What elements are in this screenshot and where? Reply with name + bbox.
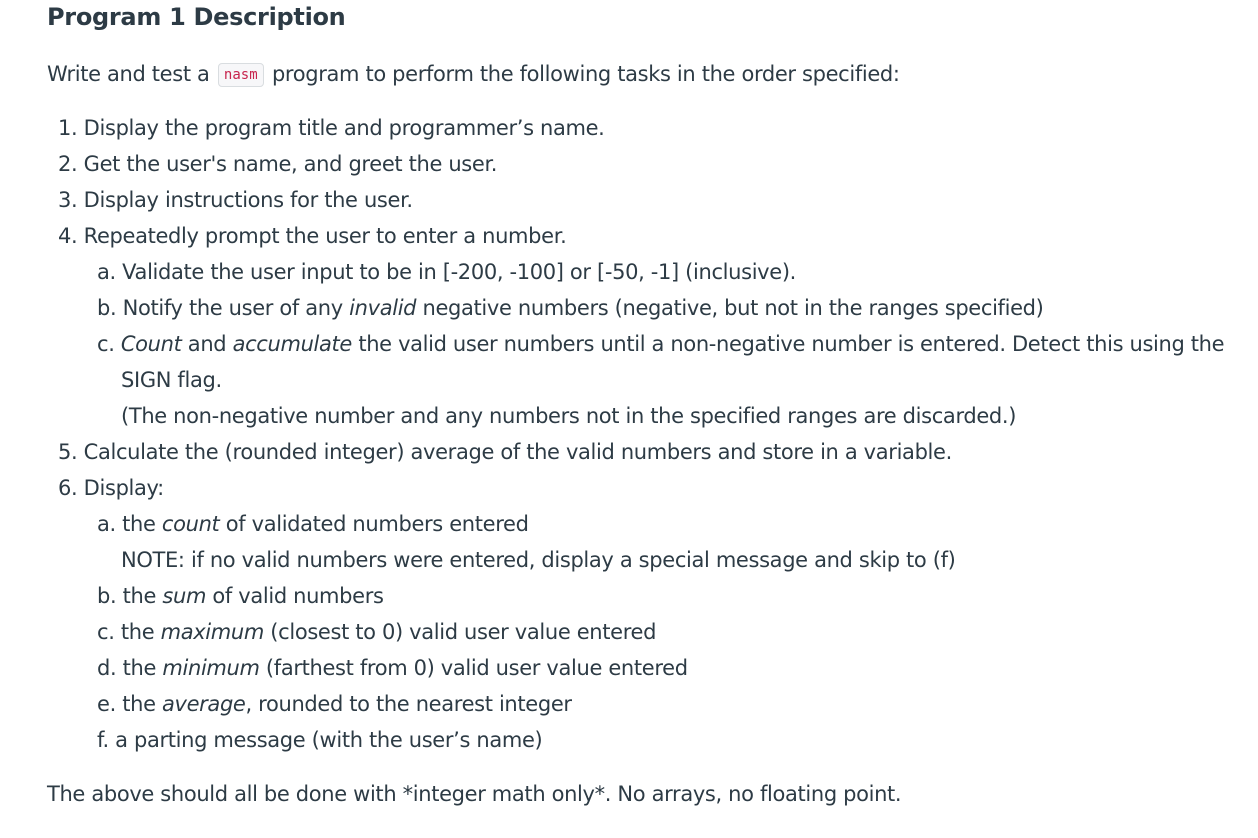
list-item-1 xyxy=(58,113,605,143)
list-item-text-mid: and xyxy=(181,332,233,356)
emphasis-maximum: maximum xyxy=(160,620,264,644)
list-marker: 4. xyxy=(58,224,84,248)
list-marker: 6. xyxy=(58,476,84,500)
list-item-6 xyxy=(58,473,164,503)
sublist-item-6d xyxy=(97,653,688,683)
list-marker: 3. xyxy=(58,188,84,212)
list-item-text-pre: Notify the user of any xyxy=(122,296,350,320)
sublist-item-4a xyxy=(97,257,796,287)
list-marker: b. xyxy=(97,296,123,320)
emphasis-sum: sum xyxy=(162,584,207,608)
list-item-text: Validate the user input to be in [-200, -100] or [-50, -1] (inclusive). xyxy=(122,260,796,284)
sublist-item-6b xyxy=(97,581,384,611)
list-item-text: Repeatedly prompt the user to enter a number. xyxy=(83,224,567,248)
sublist-item-4c-note: (The non-negative number and any numbers not in the specified ranges are discarded.) xyxy=(121,404,1017,428)
sublist-item-6c xyxy=(97,617,656,647)
list-marker: b. xyxy=(97,584,123,608)
list-marker: f. xyxy=(97,728,116,752)
sublist-item-4c xyxy=(97,329,1224,359)
list-marker: a. xyxy=(97,260,123,284)
list-item-text: Get the user's name, and greet the user. xyxy=(83,152,498,176)
list-item-3 xyxy=(58,185,413,215)
list-item-text-post: (closest to 0) valid user value entered xyxy=(263,620,657,644)
list-item-text-post: the valid user numbers until a non-negative number is entered. Detect this using the xyxy=(352,332,1225,356)
intro-text-before: Write and test a xyxy=(47,62,216,86)
intro-text-after: program to perform the following tasks in the order specified: xyxy=(265,62,900,86)
inline-code-nasm: nasm xyxy=(218,63,264,87)
list-item-text-post: of validated numbers entered xyxy=(219,512,529,536)
list-marker: c. xyxy=(97,620,121,644)
sublist-item-4b xyxy=(97,293,1043,323)
list-item-text: a parting message (with the user’s name) xyxy=(115,728,543,752)
list-marker: 1. xyxy=(58,116,84,140)
list-marker: a. xyxy=(97,512,123,536)
closing-paragraph: The above should all be done with *integer math only*. No arrays, no floating point. xyxy=(47,782,902,806)
list-item-2 xyxy=(58,149,497,179)
list-marker: e. xyxy=(97,692,123,716)
list-item-text-pre: the xyxy=(120,620,161,644)
emphasis-invalid: invalid xyxy=(349,296,417,320)
list-item-text-pre: the xyxy=(122,512,162,536)
list-item-text: Display instructions for the user. xyxy=(83,188,413,212)
list-item-text-pre: the xyxy=(122,656,163,680)
page-title: Program 1 Description xyxy=(47,3,346,31)
list-item-text-post: (farthest from 0) valid user value entered xyxy=(259,656,688,680)
list-item-text-post: of valid numbers xyxy=(206,584,384,608)
sublist-item-6a-note: NOTE: if no valid numbers were entered, display a special message and skip to (f) xyxy=(121,548,956,572)
list-item-text-pre: the xyxy=(122,584,163,608)
sublist-item-6a xyxy=(97,509,529,539)
list-item-text-post: , rounded to the nearest integer xyxy=(245,692,572,716)
sublist-item-4c-continuation: SIGN flag. xyxy=(121,368,222,392)
emphasis-count: count xyxy=(161,512,220,536)
list-item-4 xyxy=(58,221,566,251)
list-item-text-post: negative numbers (negative, but not in the ranges specified) xyxy=(416,296,1044,320)
sublist-item-6e xyxy=(97,689,572,719)
emphasis-average: average xyxy=(161,692,246,716)
list-marker: 2. xyxy=(58,152,84,176)
sublist-item-6f xyxy=(97,725,542,755)
list-item-text: Display the program title and programmer’s name. xyxy=(83,116,605,140)
emphasis-count: Count xyxy=(120,332,182,356)
list-marker: c. xyxy=(97,332,121,356)
list-item-text: Display: xyxy=(83,476,164,500)
list-marker: 5. xyxy=(58,440,84,464)
intro-paragraph xyxy=(47,59,900,90)
list-marker: d. xyxy=(97,656,123,680)
list-item-5 xyxy=(58,437,952,467)
list-item-text-pre: the xyxy=(122,692,162,716)
emphasis-accumulate: accumulate xyxy=(232,332,352,356)
emphasis-minimum: minimum xyxy=(162,656,260,680)
list-item-text: Calculate the (rounded integer) average of the valid numbers and store in a variable. xyxy=(83,440,952,464)
